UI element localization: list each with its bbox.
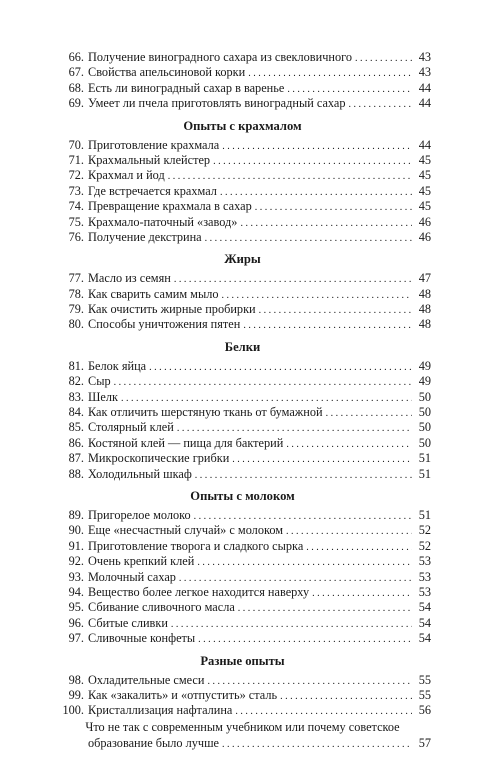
leader-dots — [222, 139, 412, 154]
toc-entry-number: 89. — [68, 507, 84, 522]
leader-dots — [312, 586, 412, 601]
toc-entry — [54, 317, 431, 332]
toc-entry-number: 100. — [62, 703, 84, 718]
leader-dots — [149, 360, 412, 375]
toc-entry-page: 43 — [418, 50, 431, 64]
toc-entry-number: 97. — [68, 631, 84, 646]
toc-entry-number: 81. — [68, 358, 84, 373]
toc-entry-final-title-line1: Что не так с современным учебником или почему советское — [85, 719, 400, 734]
toc-entry-page: 48 — [418, 286, 431, 301]
toc-entry-page: 45 — [418, 199, 431, 214]
leader-dots — [213, 154, 412, 169]
toc-entry — [54, 673, 431, 688]
toc-entry-page: 50 — [418, 420, 431, 435]
toc-entry-page: 55 — [418, 672, 431, 687]
leader-dots — [355, 51, 412, 66]
toc-entry-page: 50 — [418, 435, 431, 450]
leader-dots — [205, 231, 412, 246]
toc-entry-page: 45 — [418, 183, 431, 198]
leader-dots — [349, 97, 412, 112]
toc-entry-page: 44 — [418, 137, 431, 152]
toc-entry-page: 47 — [418, 271, 431, 286]
toc-entry-number: 77. — [68, 271, 84, 286]
toc-entry — [54, 554, 431, 569]
toc-entry — [54, 153, 431, 168]
section-heading: Разные опыты — [200, 653, 285, 668]
toc-entry-page: 45 — [418, 168, 431, 183]
table-of-contents — [54, 50, 431, 719]
toc-entry-page: 51 — [418, 507, 431, 522]
toc-entry-number: 96. — [68, 615, 84, 630]
toc-entry — [54, 703, 431, 718]
toc-entry-page: 56 — [418, 703, 431, 718]
toc-entry — [54, 374, 431, 389]
leader-dots — [222, 288, 412, 303]
toc-entry — [54, 65, 431, 80]
toc-entry-page: 46 — [418, 214, 431, 229]
toc-entry — [54, 390, 431, 405]
leader-dots — [198, 632, 412, 647]
toc-entry-number: 98. — [68, 672, 84, 687]
toc-entry-title: Как отличить шерстяную ткань от бумажной — [88, 405, 323, 420]
toc-entry-number: 92. — [68, 554, 84, 569]
toc-entry-number: 90. — [68, 523, 84, 538]
leader-dots — [243, 318, 412, 333]
toc-entry — [54, 405, 431, 420]
toc-entry-title: Сливочные конфеты — [88, 631, 196, 646]
toc-entry-number: 80. — [68, 317, 84, 332]
toc-entry — [54, 420, 431, 435]
toc-entry-page: 54 — [418, 631, 431, 646]
toc-entry-page: 49 — [418, 374, 431, 389]
toc-entry-number: 91. — [68, 538, 84, 553]
leader-dots — [207, 674, 412, 689]
toc-entry-page: 46 — [418, 229, 431, 244]
toc-entry-title: Как «закалить» и «отпустить» сталь — [88, 687, 278, 702]
section-heading: Опыты с крахмалом — [183, 118, 302, 133]
toc-entry-page: 54 — [418, 615, 431, 630]
toc-entry — [54, 467, 431, 482]
leader-dots — [326, 406, 412, 421]
toc-entry — [54, 451, 431, 466]
toc-entry-number: 78. — [68, 286, 84, 301]
toc-entry-title: Молочный сахар — [88, 569, 176, 584]
toc-entry — [54, 539, 431, 554]
toc-entry-page: 48 — [418, 317, 431, 332]
toc-entry — [54, 436, 431, 451]
toc-entry-title: Как сварить самим мыло — [88, 286, 219, 301]
toc-entry-number: 69. — [68, 96, 84, 111]
toc-entry — [54, 199, 431, 214]
leader-dots — [287, 82, 412, 97]
toc-entry — [54, 508, 431, 523]
toc-entry — [54, 616, 431, 631]
toc-entry-page: 52 — [418, 523, 431, 538]
leader-dots — [259, 303, 412, 318]
toc-entry-page: 54 — [418, 600, 431, 615]
toc-entry-number: 73. — [68, 183, 84, 198]
toc-entry-page: 50 — [418, 405, 431, 420]
toc-entry-page: 44 — [418, 80, 431, 95]
toc-entry — [54, 302, 431, 317]
toc-entry-page: 51 — [418, 451, 431, 466]
toc-entry-title: Приготовление творога и сладкого сырка — [88, 538, 304, 553]
leader-dots — [114, 375, 412, 390]
leader-dots — [121, 391, 412, 406]
toc-entry-title: Столярный клей — [88, 420, 174, 435]
toc-entry-page: 44 — [418, 96, 431, 111]
toc-entry-number: 94. — [68, 584, 84, 599]
toc-entry-number: 70. — [68, 137, 84, 152]
toc-entry — [54, 271, 431, 286]
toc-entry — [54, 585, 431, 600]
toc-entry-page: 48 — [418, 302, 431, 317]
leader-dots — [168, 169, 412, 184]
toc-entry-title: Крахмальный клейстер — [88, 152, 211, 167]
toc-entry-title: Где встречается крахмал — [88, 183, 217, 198]
toc-entry — [54, 50, 431, 65]
leader-dots — [255, 200, 412, 215]
toc-entry-number: 83. — [68, 389, 84, 404]
toc-entry-title: Пригорелое молоко — [88, 507, 191, 522]
toc-entry-title: Получение виноградного сахара из свекловичного — [88, 50, 352, 64]
toc-entry-page: 51 — [418, 466, 431, 481]
section-heading: Опыты с молоком — [190, 488, 295, 503]
toc-entry — [54, 359, 431, 374]
toc-entry-page: 50 — [418, 389, 431, 404]
toc-entry — [54, 96, 431, 111]
toc-entry-page: 53 — [418, 584, 431, 599]
leader-dots — [174, 272, 412, 287]
toc-entry — [54, 168, 431, 183]
toc-entry-title: Вещество более легкое находится наверху — [88, 584, 310, 599]
toc-entry-final-title-line2: образование было лучше — [88, 735, 220, 750]
toc-entry-title: Костяной клей — пища для бактерий — [88, 435, 284, 450]
toc-entry-title: Сбивание сливочного масла — [88, 600, 235, 615]
toc-entry-title: Шелк — [88, 389, 118, 404]
toc-entry-title: Сбитые сливки — [88, 615, 168, 630]
toc-entry — [54, 523, 431, 538]
leader-dots — [177, 421, 412, 436]
toc-entry-number: 74. — [68, 199, 84, 214]
toc-entry-title: Кристаллизация нафталина — [88, 703, 233, 718]
leader-dots — [171, 617, 412, 632]
toc-entry-number: 93. — [68, 569, 84, 584]
toc-entry-number: 84. — [68, 405, 84, 420]
toc-entry-page: 49 — [418, 358, 431, 373]
toc-entry-number: 71. — [68, 152, 84, 167]
section-heading: Жиры — [224, 252, 261, 267]
toc-entry-number: 86. — [68, 435, 84, 450]
toc-entry-number: 66. — [68, 50, 84, 64]
toc-entry — [54, 230, 431, 245]
toc-entry-title: Холодильный шкаф — [88, 466, 192, 481]
toc-entry — [54, 600, 431, 615]
toc-entry — [54, 81, 431, 96]
toc-entry-title: Получение декстрина — [88, 229, 202, 244]
toc-entry-page: 55 — [418, 687, 431, 702]
toc-entry-number: 75. — [68, 214, 84, 229]
toc-entry-title: Масло из семян — [88, 271, 171, 286]
toc-entry-title: Охладительные смеси — [88, 672, 205, 687]
leader-dots — [286, 524, 412, 539]
toc-entry-number: 72. — [68, 168, 84, 183]
toc-entry — [54, 138, 431, 153]
section-heading: Белки — [224, 339, 261, 354]
toc-entry-number: 79. — [68, 302, 84, 317]
toc-entry-number: 68. — [68, 80, 84, 95]
toc-entry-number: 82. — [68, 374, 84, 389]
toc-entry-title: Умеет ли пчела приготовлять виноградный сахар — [88, 96, 346, 111]
toc-entry-title: Очень крепкий клей — [88, 554, 195, 569]
leader-dots — [286, 437, 412, 452]
leader-dots — [222, 737, 412, 753]
toc-entry-number: 85. — [68, 420, 84, 435]
toc-entry-title: Есть ли виноградный сахар в варенье — [88, 80, 285, 95]
leader-dots — [232, 452, 412, 467]
toc-entry — [54, 215, 431, 230]
toc-entry-number: 87. — [68, 451, 84, 466]
toc-entry-number: 76. — [68, 229, 84, 244]
leader-dots — [197, 555, 412, 570]
leader-dots — [238, 601, 412, 616]
toc-entry-title: Превращение крахмала в сахар — [88, 199, 252, 214]
toc-entry-title: Крахмало-паточный «завод» — [88, 214, 238, 229]
leader-dots — [179, 571, 412, 586]
toc-entry-page: 43 — [418, 65, 431, 80]
toc-entry-page: 52 — [418, 538, 431, 553]
toc-entry — [54, 631, 431, 646]
toc-entry-title: Свойства апельсиновой корки — [88, 65, 246, 80]
toc-entry-number: 88. — [68, 466, 84, 481]
toc-entry — [54, 287, 431, 302]
toc-entry-page: 53 — [418, 569, 431, 584]
toc-entry-title: Белок яйца — [88, 358, 147, 373]
leader-dots — [306, 540, 412, 555]
toc-entry — [54, 184, 431, 199]
leader-dots — [235, 704, 412, 719]
toc-entry-page: 45 — [418, 152, 431, 167]
toc-entry-title: Как очистить жирные пробирки — [88, 302, 256, 317]
toc-entry-page: 53 — [418, 554, 431, 569]
leader-dots — [240, 216, 412, 231]
toc-entry — [54, 570, 431, 585]
toc-entry-title: Способы уничтожения пятен — [88, 317, 241, 332]
leader-dots — [195, 468, 412, 483]
toc-entry-final-page: 57 — [418, 735, 431, 750]
toc-entry-title: Сыр — [88, 374, 111, 389]
toc-entry-title: Микроскопические грибки — [88, 451, 230, 466]
toc-entry-title: Крахмал и йод — [88, 168, 165, 183]
toc-entry-title: Приготовление крахмала — [88, 137, 220, 152]
leader-dots — [194, 509, 412, 524]
toc-entry-final — [54, 719, 431, 751]
leader-dots — [280, 689, 412, 704]
leader-dots — [220, 185, 412, 200]
leader-dots — [248, 66, 412, 81]
toc-entry-number: 67. — [68, 65, 84, 80]
toc-entry — [54, 688, 431, 703]
toc-entry-number: 95. — [68, 600, 84, 615]
toc-entry-title: Еще «несчастный случай» с молоком — [88, 523, 284, 538]
toc-entry-number: 99. — [68, 687, 84, 702]
